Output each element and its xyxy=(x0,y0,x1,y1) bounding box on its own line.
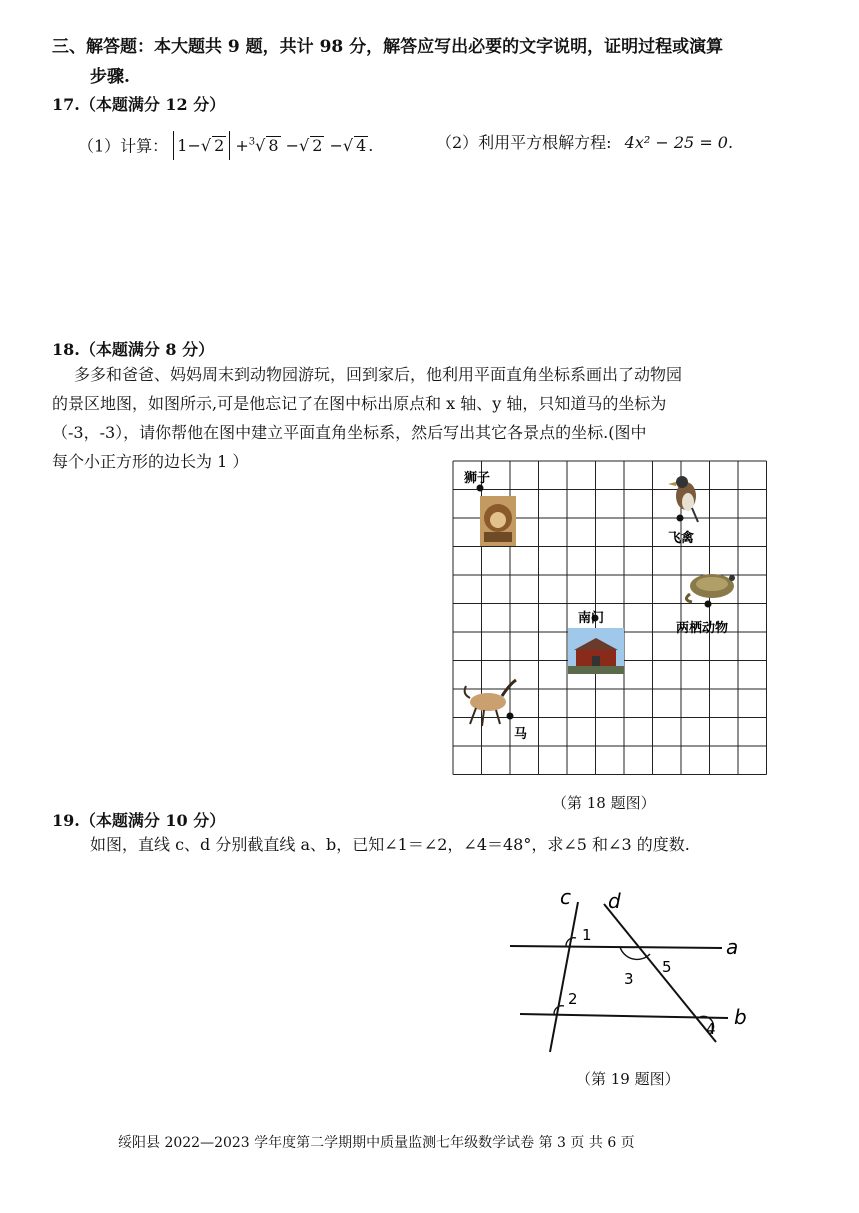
bird-label: 飞禽 xyxy=(668,531,695,546)
parallel-lines-figure xyxy=(500,882,770,1062)
q18-caption: （第 18 题图） xyxy=(552,794,656,812)
angle-2-arc xyxy=(554,1006,564,1014)
line-a-label: a xyxy=(726,935,739,959)
angle-1-label: 1 xyxy=(582,926,592,944)
page-footer: 绥阳县 2022—2023 学年度第二学期期中质量监测七年级数学试卷 第 3 页 共 6 页 xyxy=(118,1135,635,1151)
cbrt-index: 3 xyxy=(248,137,256,148)
angle-4-label: 4 xyxy=(706,1020,716,1038)
q17-part2 xyxy=(436,128,733,157)
q18-text-line: 每个小正方形的边长为 1 ） xyxy=(52,452,249,471)
q18-text-line: （-3，-3），请你帮他在图中建立平面直角坐标系，然后写出其它各景点的坐标.(图中 xyxy=(52,423,647,442)
q17-part2-label: （2）利用平方根解方程: xyxy=(436,133,612,152)
horse-label: 马 xyxy=(514,727,528,742)
angle-2-label: 2 xyxy=(568,990,578,1008)
amphibian-point xyxy=(705,601,712,608)
cbrt-radicand: 8 xyxy=(268,136,279,156)
horse-point xyxy=(507,713,514,720)
section-title-line1: 三、解答题：本大题共 9 题，共计 98 分，解答应写出必要的文字说明，证明过程或演算 xyxy=(52,37,724,57)
line-c xyxy=(550,902,578,1052)
line-d xyxy=(604,904,716,1042)
lion-label: 狮子 xyxy=(464,471,491,486)
bird-point xyxy=(677,515,684,522)
angle-5-label: 5 xyxy=(662,958,672,976)
sqrt-two: 2 xyxy=(312,136,323,156)
line-c-label: c xyxy=(560,885,571,909)
q17-part1 xyxy=(78,128,373,160)
amphibian-label: 两栖动物 xyxy=(676,621,729,636)
q18-heading: 18.（本题满分 8 分） xyxy=(52,340,215,359)
q17-part1-label: （1）计算： xyxy=(78,136,169,156)
angle-3-arc xyxy=(620,947,650,959)
line-d-label: d xyxy=(608,889,621,913)
section-title-line2: 步骤. xyxy=(90,67,130,87)
q18-text-line: 多多和爸爸、妈妈周末到动物园游玩，回到家后，他利用平面直角坐标系画出了动物园 xyxy=(74,365,683,384)
lion-picture xyxy=(480,496,516,546)
q17-heading: 17.（本题满分 12 分） xyxy=(52,95,226,114)
line-b-label: b xyxy=(734,1005,747,1029)
angle-3-label: 3 xyxy=(624,970,634,988)
line-a xyxy=(510,946,722,948)
south-gate-picture xyxy=(568,628,624,674)
bird-picture xyxy=(668,476,698,522)
q19-caption: （第 19 题图） xyxy=(576,1070,680,1088)
zoo-map-figure xyxy=(450,458,770,776)
sqrt-four: 4 xyxy=(356,136,367,156)
q19-text: 如图，直线 c、d 分别截直线 a、b，已知∠1＝∠2，∠4＝48°，求∠5 和∠3 的度数. xyxy=(90,835,690,854)
q17-part2-equation: 4x² − 25 = 0. xyxy=(624,133,734,152)
horse-picture xyxy=(465,680,516,726)
abs-inner-radicand: 2 xyxy=(214,136,225,156)
south-gate-label: 南门 xyxy=(578,611,605,626)
section-title xyxy=(52,32,792,92)
frog-picture xyxy=(686,574,735,602)
absolute-value: 1−√ 2 xyxy=(173,131,230,160)
q17-part1-expression: 1−√ 2 +$^3$√ 8 −√ 2 −√ 4 . xyxy=(173,136,373,155)
abs-inner-one: 1 xyxy=(177,136,188,156)
q18-text-line: 的景区地图，如图所示,可是他忘记了在图中标出原点和 x 轴、y 轴，只知道马的坐标为 xyxy=(52,394,667,413)
q19-heading: 19.（本题满分 10 分） xyxy=(52,811,226,830)
